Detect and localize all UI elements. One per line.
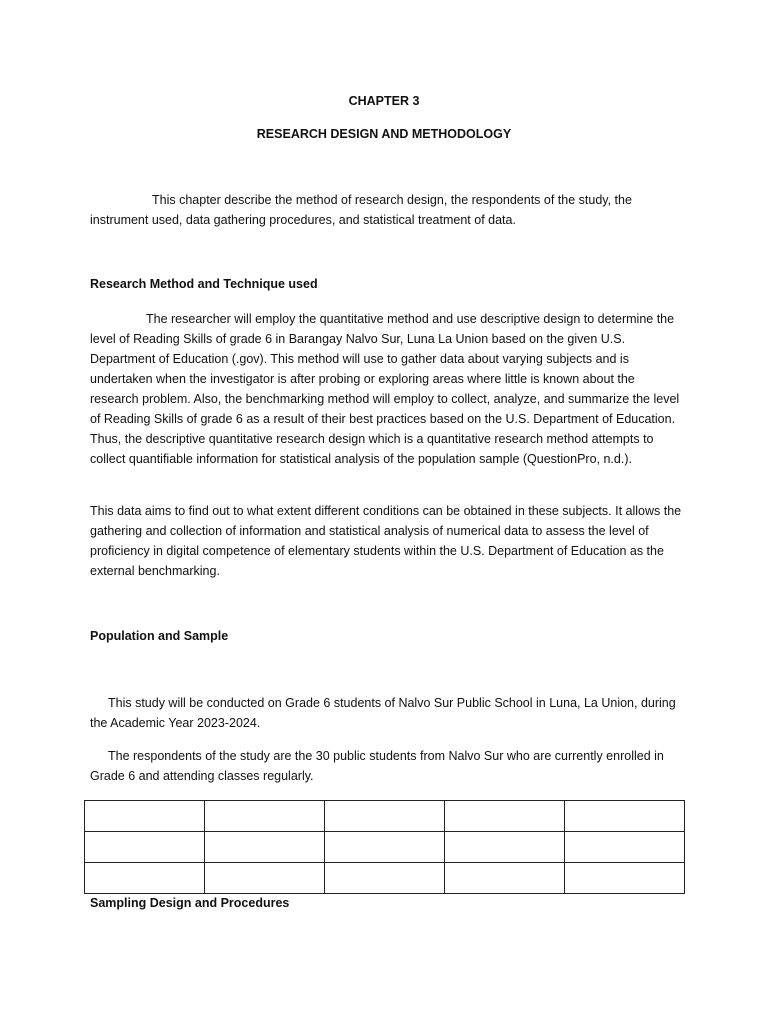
- table-row: [85, 832, 685, 863]
- section-heading-sampling: Sampling Design and Procedures: [90, 896, 290, 910]
- page-title: RESEARCH DESIGN AND METHODOLOGY: [256, 127, 512, 141]
- method-paragraph-1: The researcher will employ the quantitative method and use descriptive design to determine the level of Reading Skills of grade 6 in Barangay Nalvo Sur, Luna La Union based on the given U.S. Department of Education (.gov). This method will use to gather data about varying subjects and is undertaken when the investigator is after probing or exploring areas where little is known about the research problem. Also, the benchmarking method will employ to collect, analyze, and summarize the level of Reading Skills of grade 6 as a result of their best practices based on the U.S. Department of Education. Thus, the descriptive quantitative research design which is a quantitative research method attempts to collect quantifiable information for statistical analysis of the population sample (QuestionPro, n.d.).: [90, 312, 680, 466]
- table-cell: [445, 832, 565, 863]
- table-row: [85, 863, 685, 894]
- table-cell: [325, 863, 445, 894]
- empty-table: [84, 800, 685, 894]
- table-cell: [205, 863, 325, 894]
- table-row: [85, 801, 685, 832]
- table-cell: [325, 832, 445, 863]
- table-cell: [565, 801, 685, 832]
- table-cell: [85, 801, 205, 832]
- table-cell: [205, 832, 325, 863]
- chapter-label: CHAPTER 3: [348, 94, 420, 108]
- section-heading-method: Research Method and Technique used: [90, 277, 318, 291]
- table-cell: [85, 832, 205, 863]
- table-cell: [205, 801, 325, 832]
- section-heading-population: Population and Sample: [90, 629, 229, 643]
- population-paragraph-2: The respondents of the study are the 30 public students from Nalvo Sur who are currently enrolled in Grade 6 and attending classes regularly.: [90, 749, 664, 783]
- table-cell: [445, 801, 565, 832]
- intro-paragraph: This chapter describe the method of research design, the respondents of the study, the instrument used, data gathering procedures, and statistical treatment of data.: [90, 193, 632, 227]
- table-cell: [565, 863, 685, 894]
- table-cell: [565, 832, 685, 863]
- table-cell: [325, 801, 445, 832]
- method-paragraph-2: This data aims to find out to what extent different conditions can be obtained in these subjects. It allows the gathering and collection of information and statistical analysis of numerical data to assess the level of proficiency in digital competence of elementary students within the U.S. Department of Education as the external benchmarking.: [90, 504, 682, 578]
- population-paragraph-1: This study will be conducted on Grade 6 students of Nalvo Sur Public School in Luna, La Union, during the Academic Year 2023-2024.: [90, 696, 676, 730]
- table-cell: [445, 863, 565, 894]
- table-cell: [85, 863, 205, 894]
